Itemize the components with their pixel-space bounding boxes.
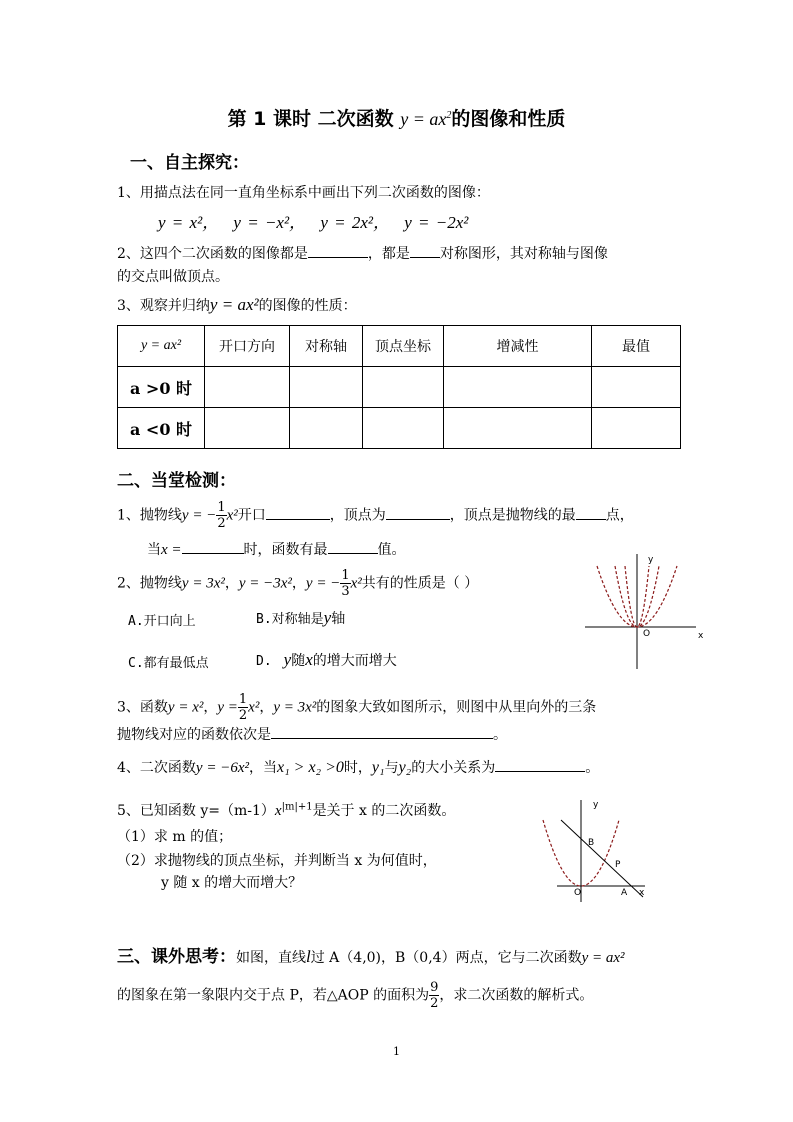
y-axis-label: y: [648, 555, 654, 565]
table-cell[interactable]: [444, 367, 592, 408]
table-cell[interactable]: [592, 367, 681, 408]
answer-blank[interactable]: [182, 539, 244, 554]
table-cell[interactable]: [205, 408, 290, 449]
table-header-row: [118, 326, 681, 367]
table-header-cell: 开口方向: [205, 326, 290, 367]
s1-q1-text: 1、用描点法在同一直角坐标系中画出下列二次函数的图像：: [117, 185, 490, 201]
table-cell[interactable]: [290, 408, 363, 449]
s2-q4: 4、二次函数y = −6x²，当x₁ > x₂ >0时，y₁与y₂的大小关系为 。: [117, 759, 600, 776]
s2-q5-sub2-line2: y 随 x 的增大而增大？: [161, 875, 303, 891]
page-title: 第 1 课时 二次函数 $y = ax^2$的图像和性质: [227, 108, 566, 130]
section2-heading: 二、当堂检测：: [117, 471, 236, 491]
x-axis-label: x: [639, 888, 645, 898]
line-l: [561, 820, 643, 897]
table-cell[interactable]: [592, 408, 681, 449]
y-axis-label: y: [593, 800, 599, 810]
table-cell[interactable]: [444, 408, 592, 449]
answer-blank[interactable]: [386, 505, 450, 520]
s2-q2: 2、抛物线y = 3x²，y = −3x²，y = − $\frac{1}{3}$ x²共有的性质是（ ）: [117, 568, 479, 599]
s2-q2-option-b[interactable]: B.对称轴是y轴: [256, 608, 346, 627]
s1-q2-line2: 的交点叫做顶点。: [117, 269, 229, 285]
table-header-cell: 最值: [592, 326, 681, 367]
s2-q5-sub1: （1）求 m 的值；: [117, 829, 233, 845]
section3-heading: 三、课外思考：: [117, 947, 236, 967]
answer-blank[interactable]: [495, 757, 585, 772]
table-header-cell: 增减性: [444, 326, 592, 367]
s2-q1-line2: 当x = 时，函数有最 值。: [147, 539, 406, 559]
s2-q5-sub2: （2）求抛物线的顶点坐标，并判断当 x 为何值时，: [117, 853, 437, 869]
properties-table: [117, 325, 681, 449]
point-b-label: B: [588, 838, 595, 848]
s1-q1-functions: [158, 208, 468, 233]
s2-q2-option-a[interactable]: A.开口向上: [128, 614, 196, 629]
s3-line1: 三、课外思考：如图，直线l过 A（4,0)，B（0,4）两点，它与二次函数y = ax²: [117, 947, 625, 967]
s2-q2-option-d[interactable]: D. y随x的增大而增大: [256, 650, 397, 669]
point-p-label: P: [615, 860, 621, 870]
table-row-head: a >0 时: [118, 367, 205, 408]
table-header-cell: y = ax²: [118, 326, 205, 367]
s2-q1: 1、抛物线y = − $\frac{1}{2}$ x²开口 ，顶点为 ，顶点是抛物线的最 点，: [117, 500, 634, 531]
s3-line2: 的图象在第一象限内交于点 P，若△AOP 的面积为 $\frac{9}{2}$ ，求二次函数的解析式。: [117, 980, 594, 1011]
parabola-line-graph: [535, 798, 660, 903]
s1-q1-func: y = x²，: [158, 213, 220, 232]
section1-heading: 一、自主探究：: [130, 153, 249, 173]
table-cell[interactable]: [363, 408, 444, 449]
table-row: [118, 367, 681, 408]
s1-q1-func: y = −2x²: [404, 213, 469, 232]
page-number: 1: [393, 1045, 400, 1058]
s1-q1-func: y = −x²，: [233, 213, 307, 232]
answer-blank[interactable]: [410, 243, 440, 258]
table-cell[interactable]: [363, 367, 444, 408]
answer-blank[interactable]: [328, 539, 378, 554]
s2-q3-line2: 抛物线对应的函数依次是 。: [117, 724, 507, 744]
table-row: [118, 408, 681, 449]
s2-q5: 5、已知函数 $y=(m-1)x^{|m|+1}$是关于 x 的二次函数。: [117, 801, 456, 819]
x-axis-label: x: [698, 631, 704, 641]
table-cell[interactable]: [290, 367, 363, 408]
table-header-cell: 顶点坐标: [363, 326, 444, 367]
table-cell[interactable]: [205, 367, 290, 408]
answer-blank[interactable]: [266, 505, 330, 520]
s1-q2: 2、这四个二次函数的图像都是 ，都是 对称图形，其对称轴与图像: [117, 243, 608, 263]
s2-q3: 3、函数y = x²，y = $\frac{1}{2}$ x²，y = 3x²的图象大致如图所示，则图中从里向外的三条: [117, 692, 597, 723]
s2-q2-option-c[interactable]: C.都有最低点: [128, 656, 209, 671]
answer-blank[interactable]: [576, 505, 606, 520]
s1-q1-func: y = 2x²，: [320, 213, 390, 232]
origin-label: O: [574, 888, 582, 898]
origin-label: O: [643, 629, 651, 639]
answer-blank[interactable]: [271, 724, 493, 739]
table-row-head: a <0 时: [118, 408, 205, 449]
point-a-label: A: [621, 888, 628, 898]
s1-q3: 3、观察并归纳y = ax²的图像的性质：: [117, 295, 357, 314]
table-header-cell: 对称轴: [290, 326, 363, 367]
parabola-graph-1: [583, 552, 708, 670]
answer-blank[interactable]: [308, 243, 368, 258]
